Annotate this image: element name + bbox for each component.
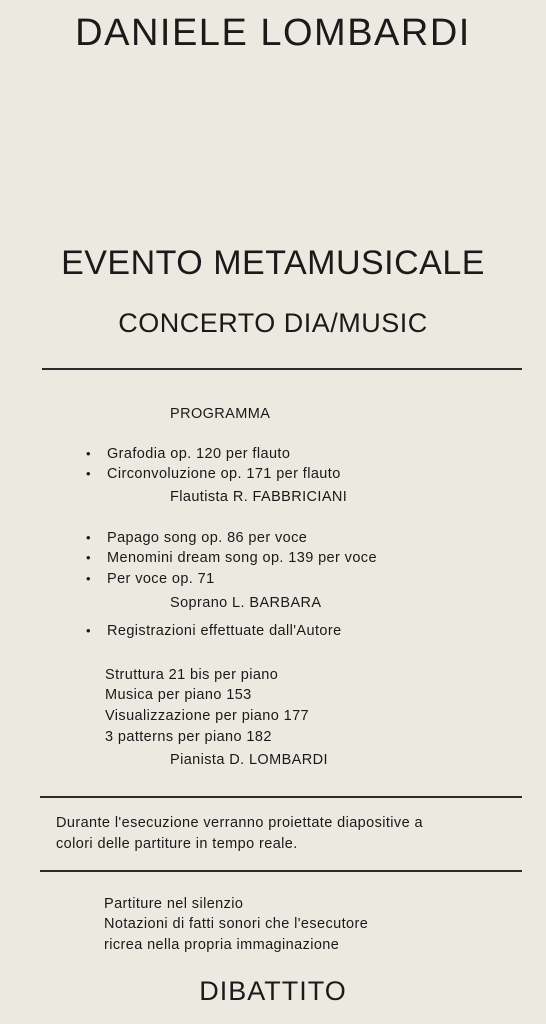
event-title: EVENTO METAMUSICALE bbox=[61, 244, 485, 282]
debate-heading: DIBATTITO bbox=[199, 976, 347, 1006]
performer-credit: Flautista R. FABBRICIANI bbox=[170, 489, 348, 505]
performer-credit: Pianista D. LOMBARDI bbox=[170, 752, 328, 768]
divider-middle bbox=[40, 796, 522, 798]
performer-credit: Soprano L. BARBARA bbox=[170, 595, 322, 611]
projection-note-line: colori delle partiture in tempo reale. bbox=[56, 836, 298, 852]
piano-item: 3 patterns per piano 182 bbox=[105, 729, 272, 745]
programme-item: Menomini dream song op. 139 per voce bbox=[107, 550, 377, 566]
piano-item: Musica per piano 153 bbox=[105, 687, 252, 703]
bullet-icon: • bbox=[86, 571, 91, 586]
bullet-icon: • bbox=[86, 466, 91, 481]
programme-item: Registrazioni effettuate dall'Autore bbox=[107, 623, 342, 639]
closing-line: Partiture nel silenzio bbox=[104, 896, 244, 912]
bullet-icon: • bbox=[86, 446, 91, 461]
bullet-icon: • bbox=[86, 550, 91, 565]
divider-top bbox=[42, 368, 522, 370]
programme-item: Circonvoluzione op. 171 per flauto bbox=[107, 466, 341, 482]
closing-line: ricrea nella propria immaginazione bbox=[104, 937, 340, 953]
bullet-icon: • bbox=[86, 623, 91, 638]
piano-item: Visualizzazione per piano 177 bbox=[105, 708, 309, 724]
divider-bottom bbox=[40, 870, 522, 872]
programme-item: Papago song op. 86 per voce bbox=[107, 530, 308, 546]
programme-item: Per voce op. 71 bbox=[107, 571, 215, 587]
composer-name: DANIELE LOMBARDI bbox=[75, 12, 471, 54]
piano-item: Struttura 21 bis per piano bbox=[105, 667, 279, 683]
programme-heading: PROGRAMMA bbox=[170, 406, 271, 422]
closing-line: Notazioni di fatti sonori che l'esecutore bbox=[104, 916, 369, 932]
projection-note-line: Durante l'esecuzione verranno proiettate diapositive a bbox=[56, 815, 423, 831]
bullet-icon: • bbox=[86, 530, 91, 545]
event-subtitle: CONCERTO DIA/MUSIC bbox=[118, 308, 428, 338]
programme-item: Grafodia op. 120 per flauto bbox=[107, 446, 291, 462]
